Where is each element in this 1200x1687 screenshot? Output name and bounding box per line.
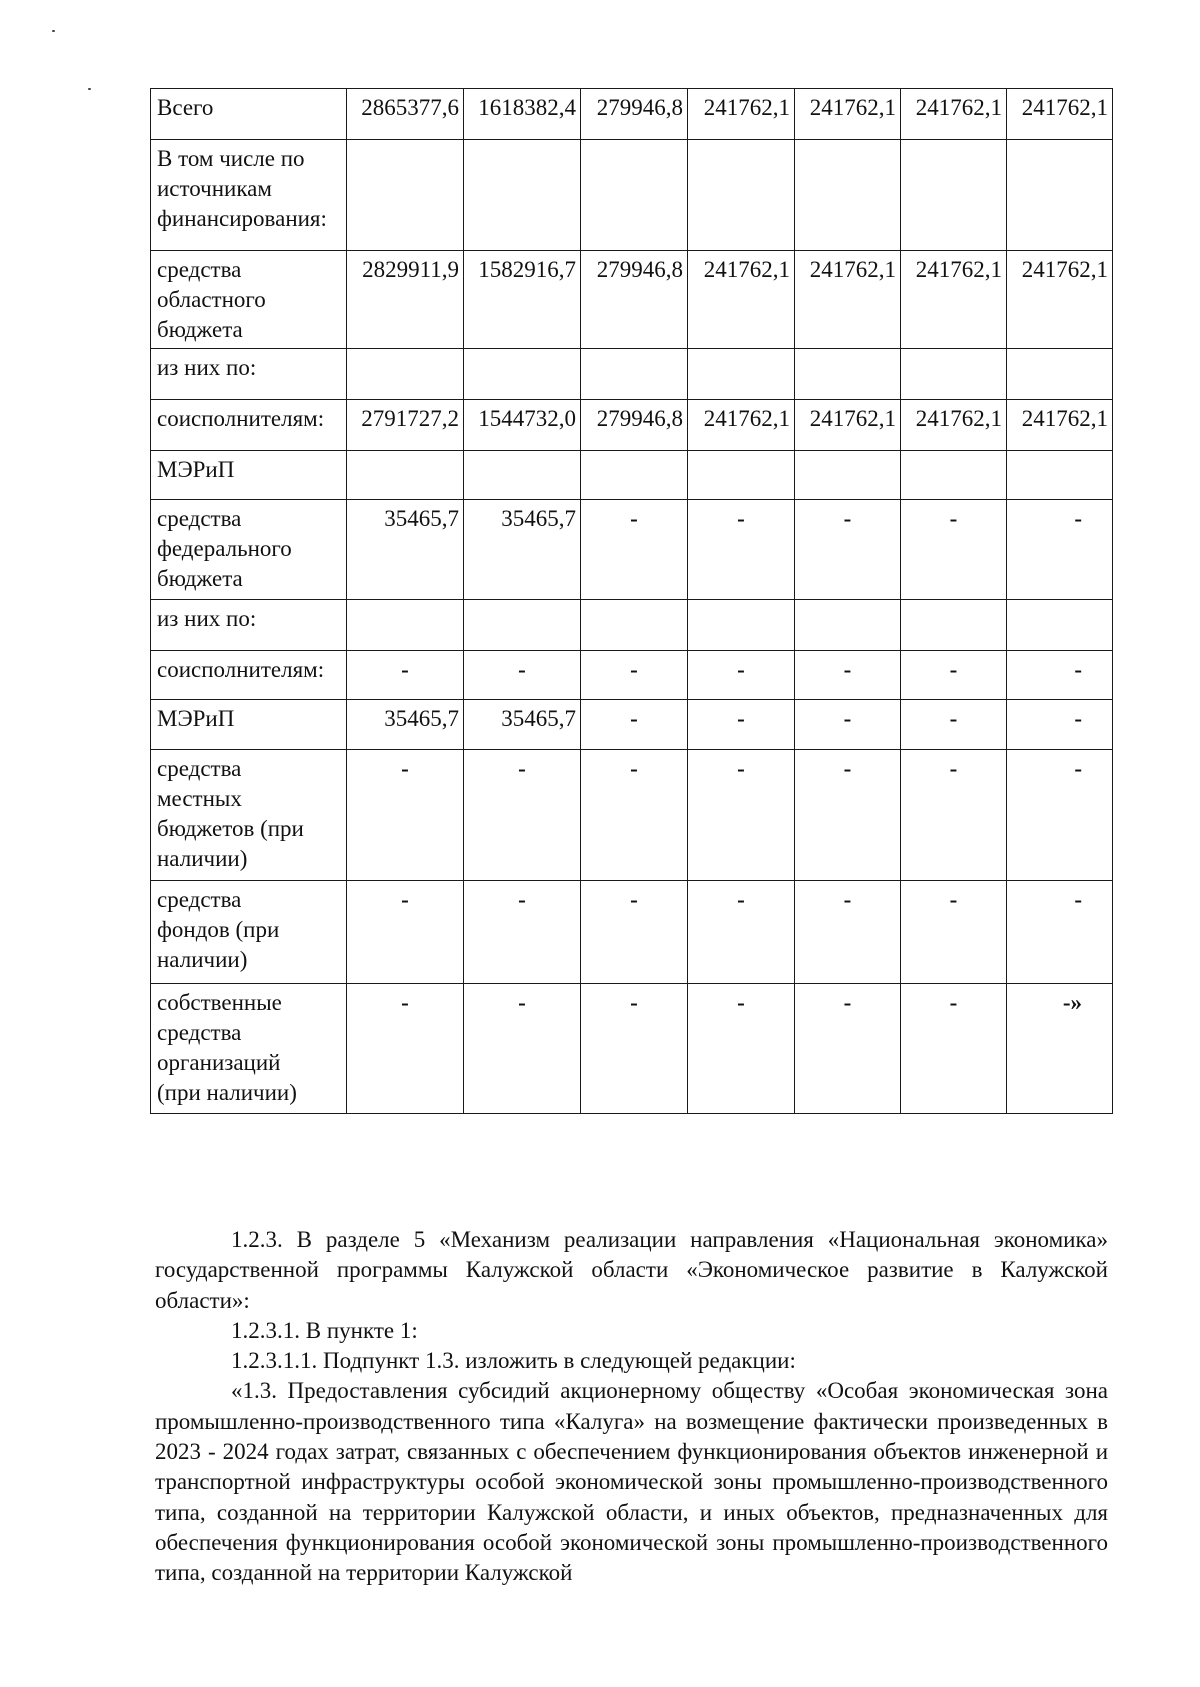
table-cell bbox=[581, 349, 688, 400]
table-cell: 241762,1 bbox=[901, 251, 1007, 349]
table-cell bbox=[795, 140, 901, 251]
table-cell: 241762,1 bbox=[1007, 400, 1113, 451]
table-cell: 241762,1 bbox=[795, 251, 901, 349]
table-cell bbox=[581, 140, 688, 251]
table-row bbox=[151, 600, 1113, 651]
table-cell: - bbox=[688, 651, 795, 700]
table-cell: - bbox=[464, 651, 581, 700]
table-cell: - bbox=[464, 750, 581, 881]
table-cell: - bbox=[688, 984, 795, 1114]
table-cell: - bbox=[581, 984, 688, 1114]
table-cell: 2829911,9 bbox=[347, 251, 464, 349]
table-cell: 241762,1 bbox=[901, 89, 1007, 140]
table-cell: - bbox=[688, 500, 795, 600]
scan-artifact-dot bbox=[88, 88, 91, 90]
table-cell bbox=[1007, 349, 1113, 400]
table-cell: - bbox=[795, 700, 901, 750]
table-cell bbox=[1007, 451, 1113, 500]
table-row bbox=[151, 89, 1113, 140]
table-cell bbox=[464, 349, 581, 400]
paragraph-section-1-2-3-1: 1.2.3.1. В пункте 1: bbox=[231, 1317, 418, 1343]
row-label: средства фондов (при наличии) bbox=[151, 881, 347, 984]
table-cell: 2865377,6 bbox=[347, 89, 464, 140]
table-cell: 35465,7 bbox=[464, 700, 581, 750]
scan-artifact-dot bbox=[52, 30, 55, 32]
table-cell: 241762,1 bbox=[901, 400, 1007, 451]
table-cell: 241762,1 bbox=[688, 89, 795, 140]
table-cell: - bbox=[688, 700, 795, 750]
table-cell bbox=[464, 140, 581, 251]
table-cell: - bbox=[581, 700, 688, 750]
paragraph-section-1-2-3: 1.2.3. В разделе 5 «Механизм реализации направления «Национальная экономика» государственной программы Калужской области «Экономическое развитие в Калужской области»: bbox=[155, 1227, 1108, 1313]
table-cell: - bbox=[795, 750, 901, 881]
table-cell: - bbox=[1007, 700, 1113, 750]
table-cell bbox=[581, 451, 688, 500]
financing-table-body bbox=[151, 89, 1113, 1114]
table-cell: - bbox=[347, 984, 464, 1114]
table-cell bbox=[901, 451, 1007, 500]
table-row bbox=[151, 984, 1113, 1114]
table-cell: - bbox=[581, 500, 688, 600]
row-label: средства местных бюджетов (при наличии) bbox=[151, 750, 347, 881]
table-cell: - bbox=[795, 651, 901, 700]
table-row bbox=[151, 140, 1113, 251]
table-cell: - bbox=[581, 750, 688, 881]
table-cell: 241762,1 bbox=[1007, 251, 1113, 349]
table-cell bbox=[688, 349, 795, 400]
table-cell: - bbox=[901, 750, 1007, 881]
table-cell: 241762,1 bbox=[795, 89, 901, 140]
table-cell bbox=[688, 600, 795, 651]
table-cell: - bbox=[901, 651, 1007, 700]
table-cell: - bbox=[347, 881, 464, 984]
table-cell: - bbox=[688, 750, 795, 881]
table-cell: - bbox=[901, 881, 1007, 984]
table-cell: 279946,8 bbox=[581, 89, 688, 140]
table-cell: 35465,7 bbox=[347, 700, 464, 750]
table-row bbox=[151, 651, 1113, 700]
table-cell bbox=[1007, 140, 1113, 251]
row-label: соисполнителям: bbox=[151, 651, 347, 700]
table-cell: - bbox=[347, 651, 464, 700]
table-cell bbox=[347, 140, 464, 251]
table-cell: 241762,1 bbox=[688, 251, 795, 349]
table-cell bbox=[795, 349, 901, 400]
table-cell: - bbox=[795, 500, 901, 600]
financing-table bbox=[150, 88, 1113, 1114]
table-cell: 1544732,0 bbox=[464, 400, 581, 451]
table-cell: 35465,7 bbox=[464, 500, 581, 600]
table-cell: - bbox=[795, 984, 901, 1114]
table-cell: 241762,1 bbox=[1007, 89, 1113, 140]
table-cell bbox=[581, 600, 688, 651]
paragraph-section-1-2-3-1-1: 1.2.3.1.1. Подпункт 1.3. изложить в следующей редакции: bbox=[231, 1348, 796, 1374]
table-cell: - bbox=[1007, 750, 1113, 881]
table-cell: 241762,1 bbox=[688, 400, 795, 451]
row-label: из них по: bbox=[151, 600, 347, 651]
table-cell bbox=[688, 140, 795, 251]
table-cell: 1618382,4 bbox=[464, 89, 581, 140]
table-row bbox=[151, 881, 1113, 984]
row-label: средства областного бюджета bbox=[151, 251, 347, 349]
row-label: В том числе по источникам финансирования: bbox=[151, 140, 347, 251]
table-cell bbox=[901, 600, 1007, 651]
row-label: собственные средства организаций (при наличии) bbox=[151, 984, 347, 1114]
table-row bbox=[151, 451, 1113, 500]
table-cell: - bbox=[1007, 881, 1113, 984]
table-cell: 1582916,7 bbox=[464, 251, 581, 349]
table-row bbox=[151, 500, 1113, 600]
table-row bbox=[151, 251, 1113, 349]
table-row bbox=[151, 349, 1113, 400]
table-cell: - bbox=[901, 700, 1007, 750]
table-cell bbox=[464, 451, 581, 500]
table-cell bbox=[901, 140, 1007, 251]
table-row bbox=[151, 700, 1113, 750]
table-cell bbox=[901, 349, 1007, 400]
table-cell bbox=[688, 451, 795, 500]
table-cell: - bbox=[581, 881, 688, 984]
table-cell bbox=[347, 600, 464, 651]
table-cell: - bbox=[795, 881, 901, 984]
table-cell: 279946,8 bbox=[581, 251, 688, 349]
table-cell: - bbox=[1007, 651, 1113, 700]
table-cell bbox=[795, 451, 901, 500]
table-row bbox=[151, 400, 1113, 451]
table-cell bbox=[347, 451, 464, 500]
table-cell: 2791727,2 bbox=[347, 400, 464, 451]
row-label: МЭРиП bbox=[151, 700, 347, 750]
table-cell bbox=[1007, 600, 1113, 651]
table-cell: -» bbox=[1007, 984, 1113, 1114]
table-cell: - bbox=[688, 881, 795, 984]
table-cell: - bbox=[1007, 500, 1113, 600]
paragraph-subpoint-1-3: «1.3. Предоставления субсидий акционерному обществу «Особая экономическая зона промышленно-производственного типа «Калуга» на возмещение фактически произведенных в 2023 - 2024 годах затрат, связанных с обеспечением функционирования объектов инженерной и транспортной инфраструктуры особой экономической зоны промышленно-производственного типа, созданной на территории Калужской области, и иных объектов, предназначенных для обеспечения функционирования особой экономической зоны промышленно-производственного типа, созданной на территории Калужской bbox=[155, 1378, 1108, 1586]
table-cell: 35465,7 bbox=[347, 500, 464, 600]
table-cell: - bbox=[464, 984, 581, 1114]
table-cell: - bbox=[581, 651, 688, 700]
row-label: из них по: bbox=[151, 349, 347, 400]
row-label: МЭРиП bbox=[151, 451, 347, 500]
table-cell bbox=[347, 349, 464, 400]
table-cell: 241762,1 bbox=[795, 400, 901, 451]
table-row bbox=[151, 750, 1113, 881]
row-label: Всего bbox=[151, 89, 347, 140]
document-text bbox=[155, 1225, 1108, 1589]
table-cell: - bbox=[901, 984, 1007, 1114]
row-label: соисполнителям: bbox=[151, 400, 347, 451]
table-cell: 279946,8 bbox=[581, 400, 688, 451]
table-cell bbox=[464, 600, 581, 651]
table-cell: - bbox=[347, 750, 464, 881]
table-cell: - bbox=[901, 500, 1007, 600]
row-label: средства федерального бюджета bbox=[151, 500, 347, 600]
table-cell bbox=[795, 600, 901, 651]
table-cell: - bbox=[464, 881, 581, 984]
